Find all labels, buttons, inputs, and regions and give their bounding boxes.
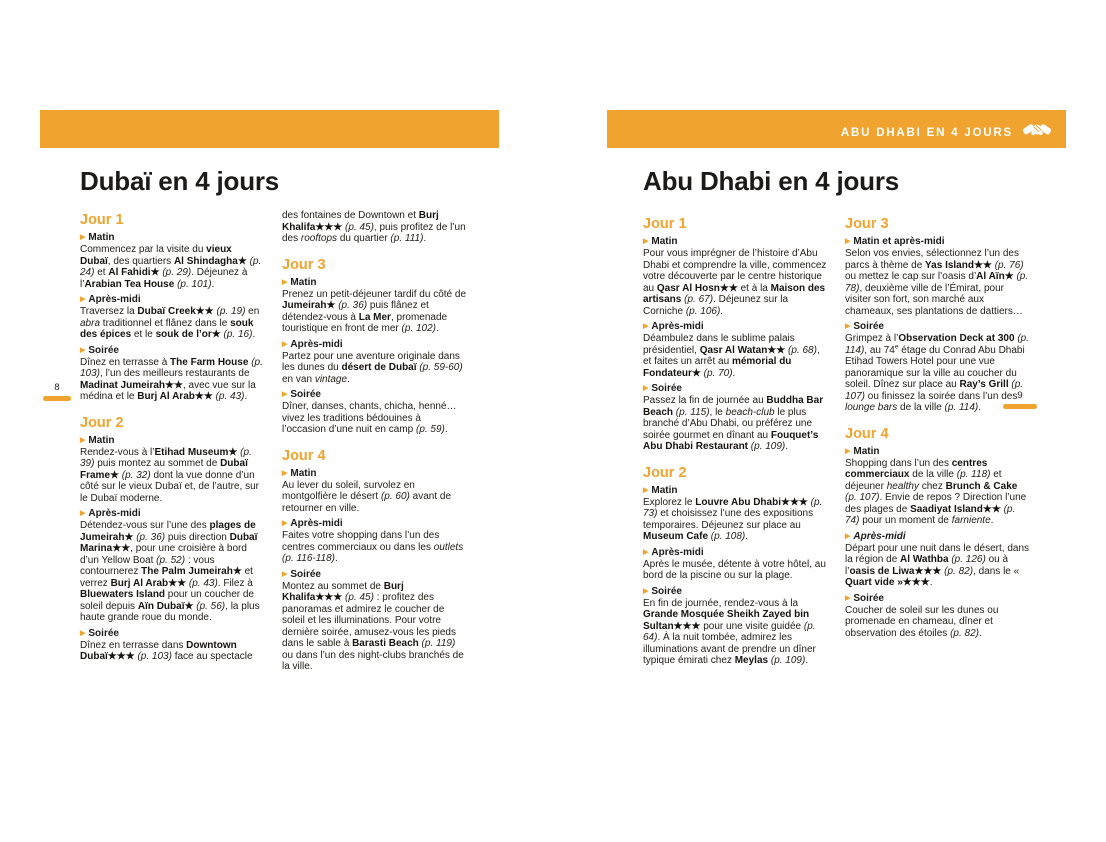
section-arrow-icon: ▶ (282, 278, 288, 286)
section-arrow-icon: ▶ (80, 436, 86, 444)
section-label-text: Après-midi (88, 294, 141, 305)
section-label (80, 345, 264, 356)
section-paragraph: Selon vos envies, sélectionnez l’un des parcs à thème de Yas Island★★ (p. 76) ou mettez le cap sur l’oasis d’Al Aïn★ (p. 78), deuxième ville de l’Émirat, pour visiter son fort, son marché aux chameaux, ses plantations de dattiers… (845, 248, 1029, 317)
section-paragraph: Dînez en terrasse dans Downtown Dubaï★★★ (p. 103) face au spectacle (80, 639, 253, 662)
day-heading: Jour 1 (80, 212, 124, 228)
section-arrow-icon: ▶ (282, 391, 288, 398)
section-label-text: Soirée (290, 389, 321, 400)
section-arrow-icon: ▶ (282, 570, 288, 578)
section-paragraph: Faites votre shopping dans l’un des centres commerciaux ou dans les outlets (p. 116-118). (282, 530, 464, 564)
folio-right (1002, 390, 1038, 409)
section-label-text: Matin et après-midi (853, 236, 945, 247)
section-label-text: Matin (651, 236, 678, 247)
section-arrow-icon: ▶ (643, 486, 649, 494)
section-label-text: Après-midi (651, 321, 704, 332)
section-arrow-icon: ▶ (643, 323, 649, 330)
section-arrow-icon: ▶ (845, 532, 851, 540)
section-paragraph: Détendez-vous sur l’une des plages de Jumeirah★ (p. 36) puis direction Dubaï Marina★★, pour une croisière à bord d’un Yellow Boat (p. 52) : vous contournerez The Palm Jumeirah★ et verrez Burj Al Arab★★ (p. 43). Filez à Bluewaters Island pour un coucher de soleil depuis Aïn Dubaï★ (p. 56), la plus haute grande roue du monde. (80, 520, 260, 623)
day-heading: Jour 1 (643, 216, 687, 232)
section-arrow-icon: ▶ (643, 548, 649, 556)
right-page-banner (607, 110, 1066, 148)
section-label (643, 485, 827, 496)
section-label-text: Matin (290, 467, 317, 479)
left-page-banner (40, 110, 499, 148)
section-label (282, 468, 466, 479)
day-heading: Jour 2 (643, 464, 687, 481)
section-label-text: Matin (88, 434, 115, 446)
section-label (845, 531, 1029, 542)
section-label (845, 446, 1029, 457)
section-label-text: Matin (853, 445, 880, 457)
section-label (643, 321, 827, 332)
folio-bar-right (1003, 404, 1037, 409)
section-label-text: Après-midi (290, 338, 343, 350)
left-page-column-2 (282, 210, 466, 674)
section-label (282, 339, 466, 350)
section-label-text: Après-midi (853, 530, 906, 542)
section-paragraph: Partez pour une aventure originale dans les dunes du désert de Dubaï (p. 59-60) en van vintage. (282, 350, 463, 385)
page-title-dubai: Dubaï en 4 jours (80, 166, 280, 196)
section-arrow-icon: ▶ (80, 629, 86, 637)
section-label (643, 586, 827, 597)
page-number-left: 8 (54, 382, 60, 393)
section-paragraph: Rendez-vous à l’Etihad Museum★ (p. 39) puis montez au sommet de Dubaï Frame★ (p. 32) dont la vue donne d’un côté sur le vieux Dubaï et, de l’autre, sur le Dubaï moderne. (80, 446, 259, 504)
section-paragraph: Shopping dans l’un des centres commerciaux de la ville (p. 118) et déjeuner healthy chez Brunch & Cake (p. 107). Envie de repos ? Direction l’une des plages de Saadiyat Island★★ (p. 74) pour un moment de farniente. (845, 457, 1027, 526)
section-label (282, 389, 466, 400)
section-label-text: Soirée (88, 627, 119, 639)
section-paragraph: Pour vous imprégner de l’histoire d’Abu Dhabi et comprendre la ville, commencez votre découverte par le centre historique au Qasr Al Hosn★★ et à la Maison des artisans (p. 67). Déjeunez sur la Corniche (p. 106). (643, 248, 827, 317)
section-label-text: Matin (290, 276, 317, 288)
left-page-content (80, 210, 466, 674)
section-arrow-icon: ▶ (845, 323, 851, 330)
section-arrow-icon: ▶ (845, 594, 851, 602)
section-paragraph: Au lever du soleil, survolez en montgolfière le désert (p. 60) avant de retourner en ville. (282, 479, 452, 514)
section-arrow-icon: ▶ (282, 469, 288, 477)
section-label (80, 628, 264, 639)
banner-title: ABU DHABI EN 4 JOURS (840, 127, 1013, 139)
page-title-abu-dhabi: Abu Dhabi en 4 jours (643, 166, 900, 196)
section-label-text: Après-midi (651, 546, 704, 558)
section-arrow-icon: ▶ (80, 510, 86, 517)
section-paragraph: des fontaines de Downtown et Burj Khalifa★★★ (p. 45), puis profitez de l’un des rooftops du quartier (p. 111). (282, 210, 466, 244)
section-paragraph: Grimpez à l’Observation Deck at 300 (p. 114), au 74e étage du Conrad Abu Dhabi Etihad Towers Hotel pour une vue panoramique sur la ville au coucher du soleil. Dînez sur place au Ray’s Grill (p. 107) ou finissez la soirée dans l’un des lounge bars de la ville (p. 114). (845, 333, 1029, 413)
section-label-text: Soirée (88, 344, 119, 356)
section-paragraph: Coucher de soleil sur les dunes ou promenade en chameau, dîner et observation des étoiles (p. 82). (845, 604, 999, 639)
section-paragraph: Déambulez dans le sublime palais présidentiel, Qasr Al Watan★★ (p. 68), et faites un arrêt au mémorial du Fondateur★ (p. 70). (643, 333, 820, 379)
day-heading: Jour 2 (80, 414, 124, 431)
section-label (282, 518, 466, 529)
section-paragraph: Prenez un petit-déjeuner tardif du côté de Jumeirah★ (p. 36) puis flânez et détendez-vous à La Mer, promenade touristique en front de mer (p. 102). (282, 288, 467, 334)
section-label (80, 508, 264, 519)
section-arrow-icon: ▶ (80, 346, 86, 354)
section-label-text: Soirée (651, 383, 682, 394)
section-label (643, 236, 827, 247)
section-arrow-icon: ▶ (643, 587, 649, 595)
section-arrow-icon: ▶ (282, 520, 288, 527)
section-label (282, 277, 466, 288)
section-label-text: Matin (651, 484, 678, 496)
section-label-text: Après-midi (88, 508, 141, 519)
section-label (80, 294, 264, 305)
section-label (643, 547, 827, 558)
section-label (80, 232, 264, 243)
section-arrow-icon: ▶ (80, 234, 86, 241)
section-arrow-icon: ▶ (643, 238, 649, 245)
day-heading: Jour 3 (282, 256, 326, 273)
section-label-text: Soirée (651, 585, 682, 597)
section-paragraph: Montez au sommet de Burj Khalifa★★★ (p. 45) : profitez des panoramas et admirez le coucher de soleil et les illuminations. Pour votre dernière soirée, amusez-vous les pieds dans le sable à Barasti Beach (p. 119) ou dans l’un des night-clubs branchés de la ville. (282, 580, 464, 672)
section-label-text: Soirée (853, 592, 884, 604)
section-arrow-icon: ▶ (643, 385, 649, 392)
section-label (643, 383, 827, 394)
section-label (845, 321, 1029, 332)
page-number-right: 9 (1017, 390, 1023, 401)
day-heading: Jour 4 (282, 447, 326, 464)
section-label (282, 569, 466, 580)
section-arrow-icon: ▶ (845, 447, 851, 455)
section-label-text: Matin (88, 232, 115, 243)
section-label (845, 593, 1029, 604)
day-heading: Jour 3 (845, 216, 889, 232)
section-paragraph: Traversez la Dubaï Creek★★ (p. 19) en abra traditionnel et flânez dans le souk des épices et le souk de l’or★ (p. 16). (80, 306, 260, 340)
section-arrow-icon: ▶ (80, 296, 86, 303)
section-label-text: Après-midi (290, 518, 343, 529)
right-page-column-2 (845, 214, 1029, 668)
right-page-content (643, 214, 1029, 668)
folio-bar-left (43, 396, 71, 401)
section-arrow-icon: ▶ (282, 340, 288, 348)
folio-left (42, 382, 72, 401)
left-page-column-1 (80, 210, 264, 674)
section-paragraph: Départ pour une nuit dans le désert, dans la région de Al Wathba (p. 126) ou à l’oasis de Liwa★★★ (p. 82), dans le « Quart vide »★★★. (845, 542, 1030, 588)
right-page-column-1 (643, 214, 827, 668)
section-label-text: Soirée (290, 568, 321, 580)
handshake-icon (1022, 112, 1052, 147)
section-paragraph: Dîner, danses, chants, chicha, henné… vivez les traditions bédouines à l’occasion d’une nuit en camp (p. 59). (282, 401, 457, 435)
section-paragraph: Explorez le Louvre Abu Dhabi★★★ (p. 73) et choisissez l’une des expositions temporaires. Déjeunez sur place au Museum Cafe (p. 108). (643, 496, 823, 542)
section-label (845, 236, 1029, 247)
section-paragraph: Commencez par la visite du vieux Dubaï, des quartiers Al Shindagha★ (p. 24) et Al Fahidi★ (p. 29). Déjeunez à l’Arabian Tea House (p. 101). (80, 244, 262, 290)
section-label-text: Soirée (853, 321, 884, 332)
section-paragraph: Dînez en terrasse à The Farm House (p. 103), l’un des meilleurs restaurants de Madinat Jumeirah★★, avec vue sur la médina et le Burj Al Arab★★ (p. 43). (80, 356, 263, 402)
section-paragraph: Après le musée, détente à votre hôtel, au bord de la piscine ou sur la plage. (643, 558, 826, 581)
day-heading: Jour 4 (845, 425, 889, 442)
section-label (80, 435, 264, 446)
section-paragraph: En fin de journée, rendez-vous à la Grande Mosquée Sheikh Zayed bin Sultan★★★ pour une visite guidée (p. 64). À la nuit tombée, admirez les illuminations avant de prendre un dîner typique émirati chez Meylas (p. 109). (643, 597, 816, 666)
section-paragraph: Passez la fin de journée au Buddha Bar Beach (p. 115), le beach-club le plus branché d’Abu Dhabi, ou préférez une soirée gourmet en dînant au Fouquet’s Abu Dhabi Restaurant (p. 109). (643, 395, 824, 452)
section-arrow-icon: ▶ (845, 238, 851, 245)
